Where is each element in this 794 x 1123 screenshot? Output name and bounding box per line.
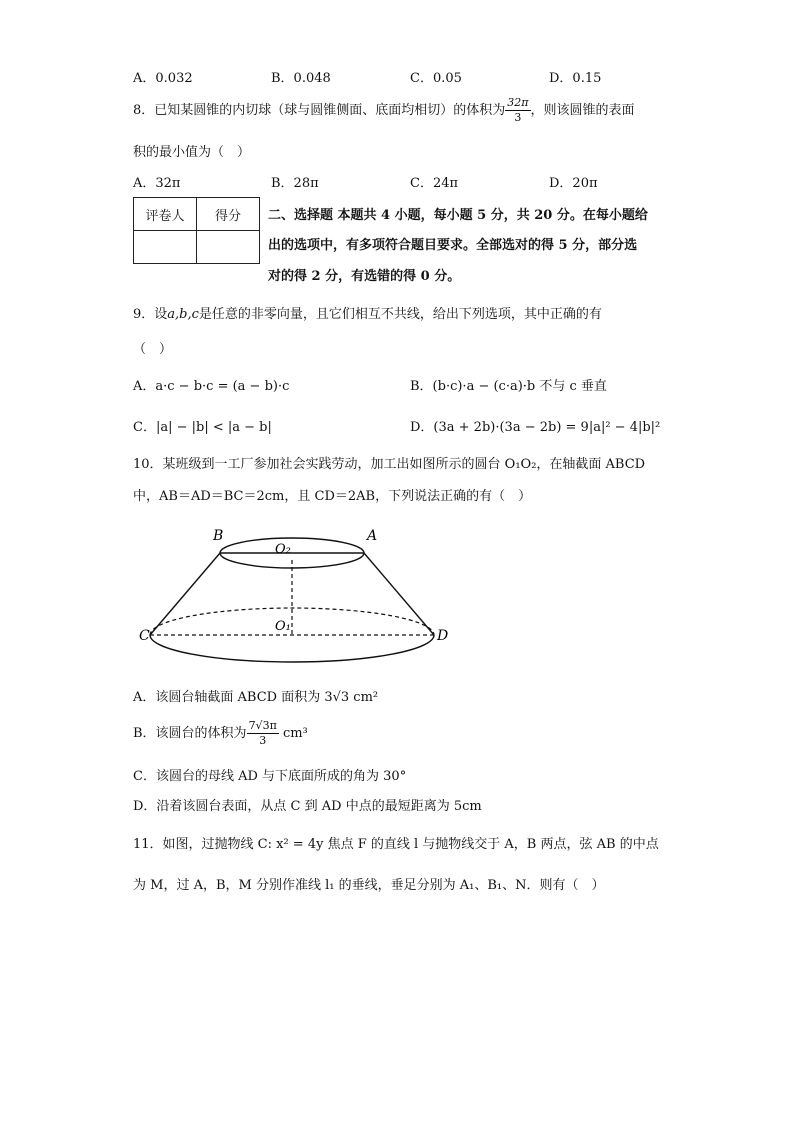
- label-a: A: [367, 528, 378, 544]
- q9-option-a: A．a·c − b·c = (a − b)·c: [133, 379, 290, 394]
- section2-line2: 出的选项中，有多项符合题目要求。全部选对的得 5 分，部分选: [268, 238, 638, 253]
- label-b: B: [213, 528, 224, 544]
- q9-stem: [133, 303, 602, 322]
- label-c: C: [139, 628, 150, 644]
- bottom-base-front-arc: [150, 635, 434, 662]
- q7-option-b: B．0.048: [271, 71, 331, 86]
- score-col-score: 得分: [197, 198, 260, 231]
- q10-stem-line1: 10．某班级到一工厂参加社会实践劳动，加工出如图所示的圆台 O₁O₂，在轴截面 ABCD: [133, 457, 646, 472]
- q10-option-c: C．该圆台的母线 AD 与下底面所成的角为 30°: [133, 769, 407, 784]
- section2-line1: 二、选择题 本题共 4 小题，每小题 5 分，共 20 分。在每小题给: [268, 208, 648, 223]
- q10-b-frac-num: 7√3π: [248, 719, 277, 732]
- q8-option-b: B．28π: [271, 176, 319, 191]
- q10-option-d: D．沿着该圆台表面，从点 C 到 AD 中点的最短距离为 5cm: [133, 799, 482, 814]
- q9-vectors: a,b,c: [167, 307, 199, 322]
- q8-stem-line2: 积的最小值为（ ）: [133, 145, 251, 160]
- q7-option-c: C．0.05: [410, 71, 462, 86]
- q9-option-c: C．|a| − |b| < |a − b|: [133, 420, 272, 435]
- q10-option-a: A．该圆台轴截面 ABCD 面积为 3√3 cm²: [133, 690, 379, 705]
- score-col-grader: 评卷人: [134, 198, 197, 231]
- segment-bc: [150, 553, 220, 635]
- q10-option-b-prefix: B．该圆台的体积为: [133, 725, 247, 741]
- q8-frac-num: 32π: [507, 96, 529, 109]
- score-table: [133, 197, 260, 264]
- q10-b-frac-den: 3: [259, 733, 267, 747]
- q9-paren: （ ）: [133, 342, 173, 357]
- q11-stem-line2: 为 M，过 A，B，M 分别作准线 l₁ 的垂线，垂足分别为 A₁、B₁、N．则有（ ）: [133, 878, 605, 893]
- score-cell-grader[interactable]: [134, 231, 197, 264]
- section2-line3: 对的得 2 分，有选错的得 0 分。: [268, 269, 461, 284]
- q10-stem-line2: 中，AB＝AD＝BC＝2cm，且 CD＝2AB，下列说法正确的有（ ）: [133, 489, 532, 504]
- q8-frac-den: 3: [514, 110, 522, 124]
- q8-option-d: D．20π: [549, 176, 598, 191]
- label-o2: O₂: [275, 542, 291, 557]
- q8-fraction: [505, 96, 530, 125]
- q8-option-a: A．32π: [133, 176, 181, 191]
- q8-stem: [133, 96, 635, 125]
- score-cell-score[interactable]: [197, 231, 260, 264]
- frustum-figure: [135, 520, 465, 670]
- q7-option-a: A．0.032: [133, 71, 193, 86]
- segment-ad: [364, 553, 434, 635]
- q7-option-d: D．0.15: [549, 71, 602, 86]
- label-d: D: [437, 628, 449, 644]
- q9-option-d: D．(3a + 2b)·(3a − 2b) = 9|a|² − 4|b|²: [410, 420, 661, 435]
- q10-option-b: [133, 719, 308, 748]
- q11-stem-line1: 11．如图，过抛物线 C: x² = 4y 焦点 F 的直线 l 与抛物线交于 A，B 两点，弦 AB 的中点: [133, 837, 659, 852]
- q9-text: 是任意的非零向量，且它们相互不共线，给出下列选项，其中正确的有: [198, 307, 602, 322]
- q8-text1: 8．已知某圆锥的内切球（球与圆锥侧面、底面均相切）的体积为: [133, 102, 506, 118]
- q9-option-b: B．(b·c)·a − (c·a)·b 不与 c 垂直: [410, 379, 607, 394]
- q8-text2: ，则该圆锥的表面: [530, 102, 635, 118]
- q10-option-b-fraction: [247, 719, 279, 748]
- q10-option-b-unit: cm³: [282, 725, 308, 741]
- q8-option-c: C．24π: [410, 176, 459, 191]
- label-o1: O₁: [275, 619, 291, 634]
- q9-prefix: 9．设: [133, 307, 168, 322]
